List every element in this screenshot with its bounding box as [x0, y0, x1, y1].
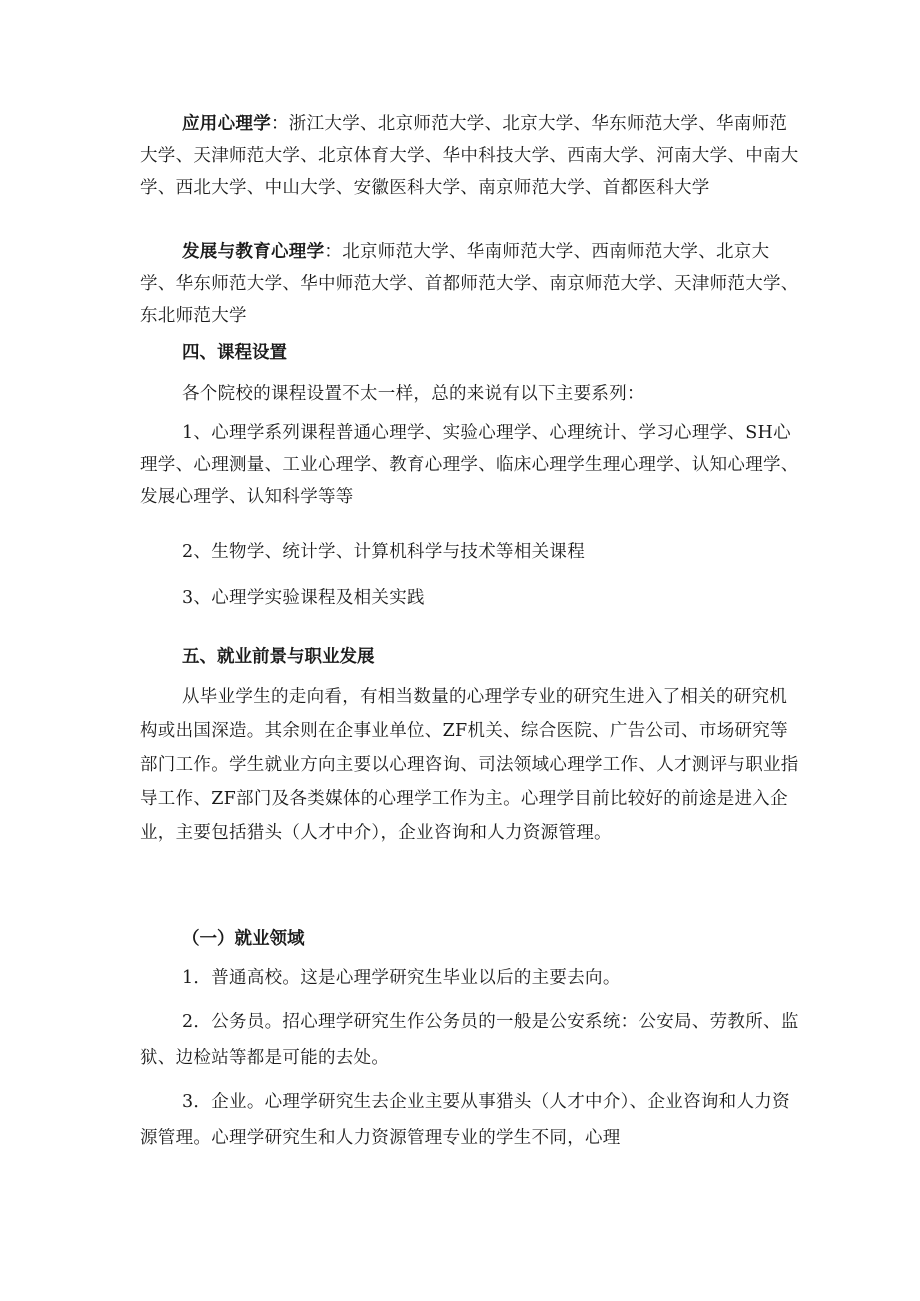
course-item-1: 1、心理学系列课程普通心理学、实验心理学、心理统计、学习心理学、SH心理学、心理测量、工业心理学、教育心理学、临床心理学生理心理学、认知心理学、发展心理学、认知科学等等 [140, 423, 799, 507]
applied-psychology-list: ：浙江大学、北京师范大学、北京大学、华东师范大学、华南师范大学、天津师范大学、北京体育大学、华中科技大学、西南大学、河南大学、中南大学、西北大学、中山大学、安徽医科大学、南京师范大学、首都医科大学 [140, 114, 799, 198]
developmental-psychology-paragraph [140, 236, 800, 332]
section-5-title: 五、就业前景与职业发展 [182, 647, 375, 667]
applied-psychology-paragraph [140, 108, 800, 204]
course-item-3: 3、心理学实验课程及相关实践 [182, 588, 425, 608]
employment-field-1: 1．普通高校。这是心理学研究生毕业以后的主要去向。 [182, 968, 621, 988]
employment-field-2: 2．公务员。招心理学研究生作公务员的一般是公安系统：公安局、劳教所、监狱、边检站等都是可能的去处。 [140, 1012, 799, 1068]
course-item-2: 2、生物学、统计学、计算机科学与技术等相关课程 [182, 542, 586, 562]
employment-field-3: 3．企业。心理学研究生去企业主要从事猎头（人才中介）、企业咨询和人力资源管理。心理学研究生和人力资源管理专业的学生不同，心理 [140, 1092, 790, 1148]
developmental-psychology-list: ：北京师范大学、华南师范大学、西南师范大学、北京大学、华东师范大学、华中师范大学、首都师范大学、南京师范大学、天津师范大学、东北师范大学 [140, 242, 799, 326]
course-intro: 各个院校的课程设置不太一样，总的来说有以下主要系列： [182, 384, 645, 404]
developmental-psychology-label: 发展与教育心理学 [182, 242, 325, 262]
career-paragraph: 从毕业学生的走向看，有相当数量的心理学专业的研究生进入了相关的研究机构或出国深造。其余则在企事业单位、ZF机关、综合医院、广告公司、市场研究等部门工作。学生就业方向主要以心理咨询、司法领域心理学工作、人才测评与职业指导工作、ZF部门及各类媒体的心理学工作为主。心理学目前比较好的前途是进入企业，主要包括猎头（人才中介），企业咨询和人力资源管理。 [140, 687, 799, 843]
applied-psychology-label: 应用心理学 [182, 114, 271, 134]
employment-fields-title: （一）就业领域 [182, 929, 305, 949]
section-4-title: 四、课程设置 [182, 343, 287, 363]
